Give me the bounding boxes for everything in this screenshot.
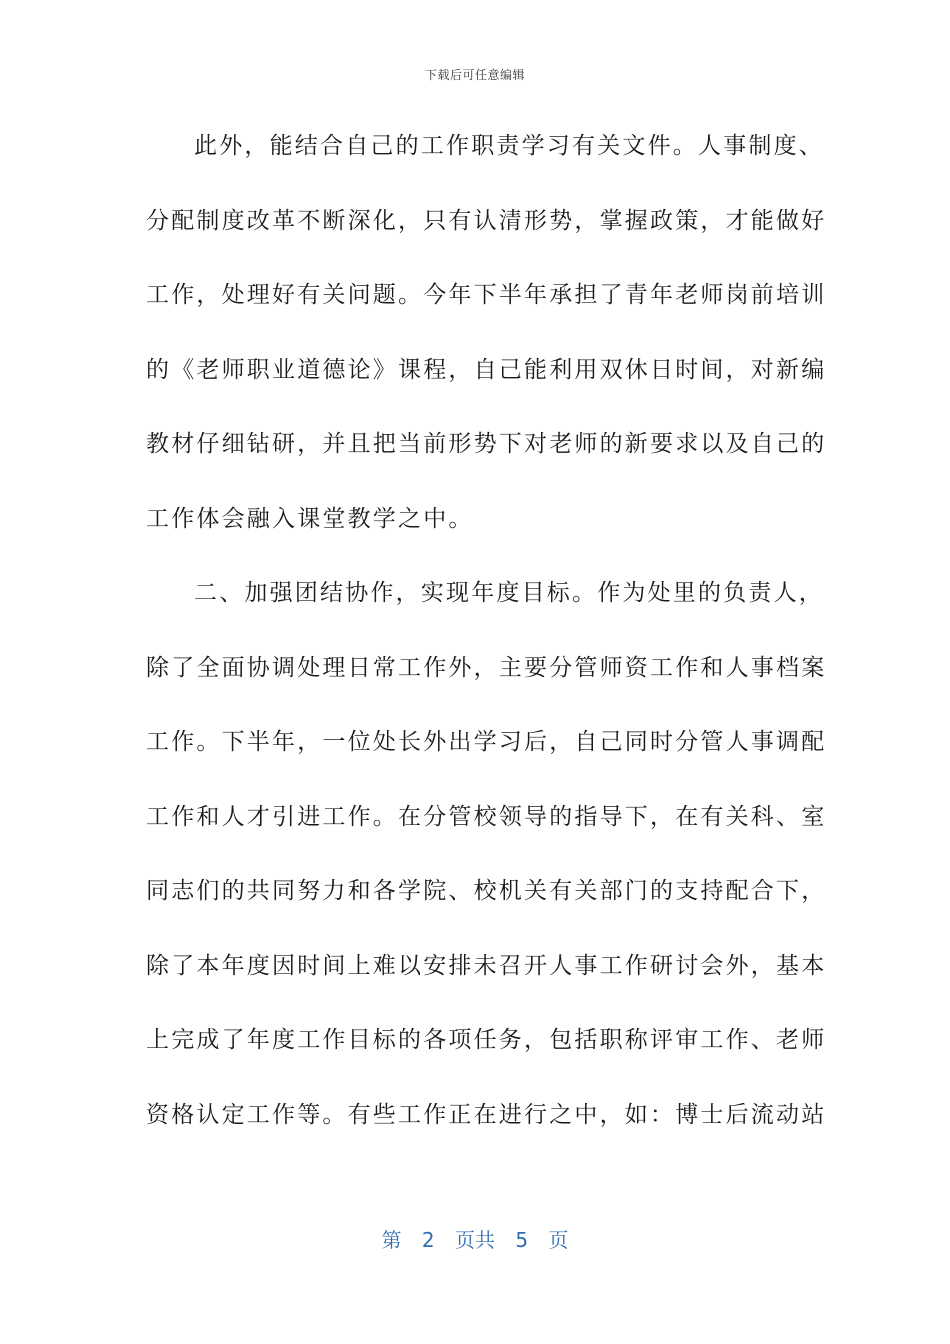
footer-middle: 页共	[455, 1228, 495, 1252]
page-header: 下载后可任意编辑	[424, 68, 525, 82]
paragraph-line: 工作。下半年，一位处长外出学习后，自己同时分管人事调配	[146, 729, 827, 755]
paragraph-line: 同志们的共同努力和各学院、校机关有关部门的支持配合下，	[146, 878, 827, 904]
paragraph-line: 资格认定工作等。有些工作正在进行之中，如：博士后流动站	[146, 1101, 827, 1128]
total-page-count: 5	[515, 1228, 529, 1252]
paragraph-line: 工作体会融入课堂教学之中。	[146, 505, 474, 532]
paragraph-line: 工作和人才引进工作。在分管校领导的指导下，在有关科、室	[146, 803, 827, 830]
document-body	[146, 124, 827, 1167]
paragraph-line: 分配制度改革不断深化，只有认清形势，掌握政策，才能做好	[146, 207, 827, 234]
footer-prefix: 第	[381, 1228, 402, 1252]
page-number-footer	[0, 1224, 950, 1253]
paragraph-line: 工作，处理好有关问题。今年下半年承担了青年老师岗前培训	[146, 282, 827, 308]
paragraph-line: 上完成了年度工作目标的各项任务，包括职称评审工作、老师	[146, 1027, 827, 1053]
paragraph-line: 除了本年度因时间上难以安排未召开人事工作研讨会外，基本	[146, 952, 827, 979]
paragraph-line: 教材仔细钻研，并且把当前形势下对老师的新要求以及自己的	[146, 431, 827, 457]
paragraph-line: 除了全面协调处理日常工作外，主要分管师资工作和人事档案	[146, 654, 827, 681]
paragraph-line: 二、加强团结协作，实现年度目标。作为处里的负责人，	[194, 580, 824, 606]
footer-suffix: 页	[548, 1228, 569, 1252]
paragraph-line: 此外，能结合自己的工作职责学习有关文件。人事制度、	[194, 133, 824, 159]
current-page-number: 2	[421, 1228, 435, 1252]
paragraph-line: 的《老师职业道德论》课程，自己能利用双休日时间，对新编	[146, 356, 827, 383]
